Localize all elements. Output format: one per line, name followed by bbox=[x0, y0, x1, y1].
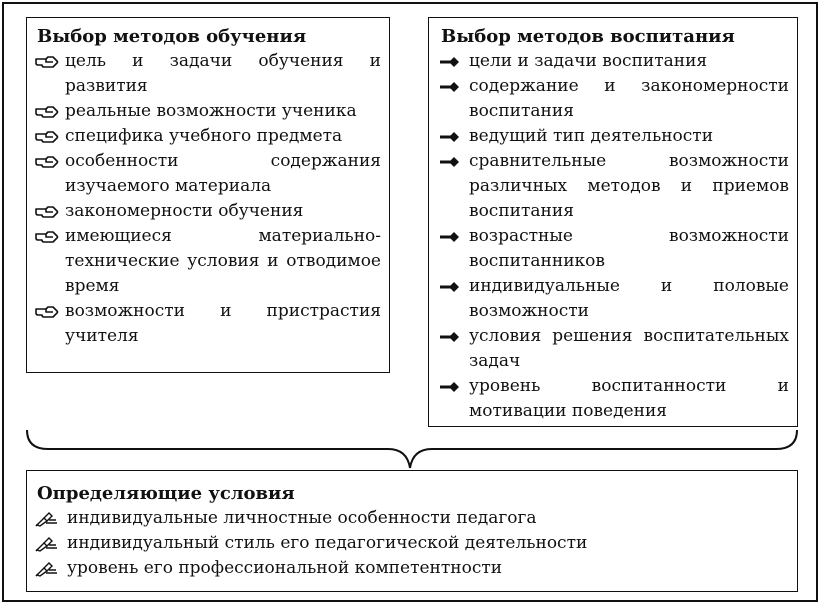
list-item: возможности и пристрастия учителя bbox=[35, 299, 381, 349]
list-item: закономерности обучения bbox=[35, 199, 381, 224]
teaching-methods-title: Выбор методов обучения bbox=[37, 26, 307, 47]
hand-pointing-icon bbox=[35, 99, 61, 124]
defining-conditions-list bbox=[35, 506, 775, 581]
diamond-arrow-icon bbox=[439, 124, 465, 149]
list-item: специфика учебного предмета bbox=[35, 124, 381, 149]
diamond-arrow-icon bbox=[439, 324, 465, 349]
list-item: индивидуальные личностные особенности педагога bbox=[35, 506, 775, 531]
diamond-arrow-icon bbox=[439, 149, 465, 174]
upbringing-methods-box bbox=[428, 17, 798, 427]
list-item: содержание и закономерности воспитания bbox=[439, 74, 789, 124]
writing-hand-icon bbox=[35, 531, 61, 556]
hand-pointing-icon bbox=[35, 299, 61, 324]
list-item: уровень воспитанности и мотивации поведения bbox=[439, 374, 789, 424]
hand-pointing-icon bbox=[35, 199, 61, 224]
teaching-methods-list bbox=[35, 49, 381, 349]
hand-pointing-icon bbox=[35, 149, 61, 174]
diamond-arrow-icon bbox=[439, 274, 465, 299]
hand-pointing-icon bbox=[35, 49, 61, 74]
diamond-arrow-icon bbox=[439, 224, 465, 249]
hand-pointing-icon bbox=[35, 124, 61, 149]
upbringing-methods-title: Выбор методов воспитания bbox=[441, 26, 735, 47]
list-item: уровень его профессиональной компетентности bbox=[35, 556, 775, 581]
list-item: цели и задачи воспитания bbox=[439, 49, 789, 74]
list-item: имеющиеся материально-технические условия и отводимое время bbox=[35, 224, 381, 299]
list-item: особенности содержания изучаемого материала bbox=[35, 149, 381, 199]
diamond-arrow-icon bbox=[439, 49, 465, 74]
defining-conditions-box bbox=[26, 470, 798, 592]
defining-conditions-title: Определяющие условия bbox=[37, 483, 295, 504]
list-item: условия решения воспитательных задач bbox=[439, 324, 789, 374]
curly-brace-connector bbox=[26, 428, 798, 470]
list-item: индивидуальные и половые возможности bbox=[439, 274, 789, 324]
hand-pointing-icon bbox=[35, 224, 61, 249]
teaching-methods-box bbox=[26, 17, 390, 373]
diamond-arrow-icon bbox=[439, 374, 465, 399]
writing-hand-icon bbox=[35, 506, 61, 531]
list-item: сравнительные возможности различных методов и приемов воспитания bbox=[439, 149, 789, 224]
list-item: ведущий тип деятельности bbox=[439, 124, 789, 149]
list-item: индивидуальный стиль его педагогической деятельности bbox=[35, 531, 775, 556]
list-item: цель и задачи обучения и развития bbox=[35, 49, 381, 99]
list-item: реальные возможности ученика bbox=[35, 99, 381, 124]
diamond-arrow-icon bbox=[439, 74, 465, 99]
upbringing-methods-list bbox=[439, 49, 789, 424]
writing-hand-icon bbox=[35, 556, 61, 581]
list-item: возрастные возможности воспитанников bbox=[439, 224, 789, 274]
